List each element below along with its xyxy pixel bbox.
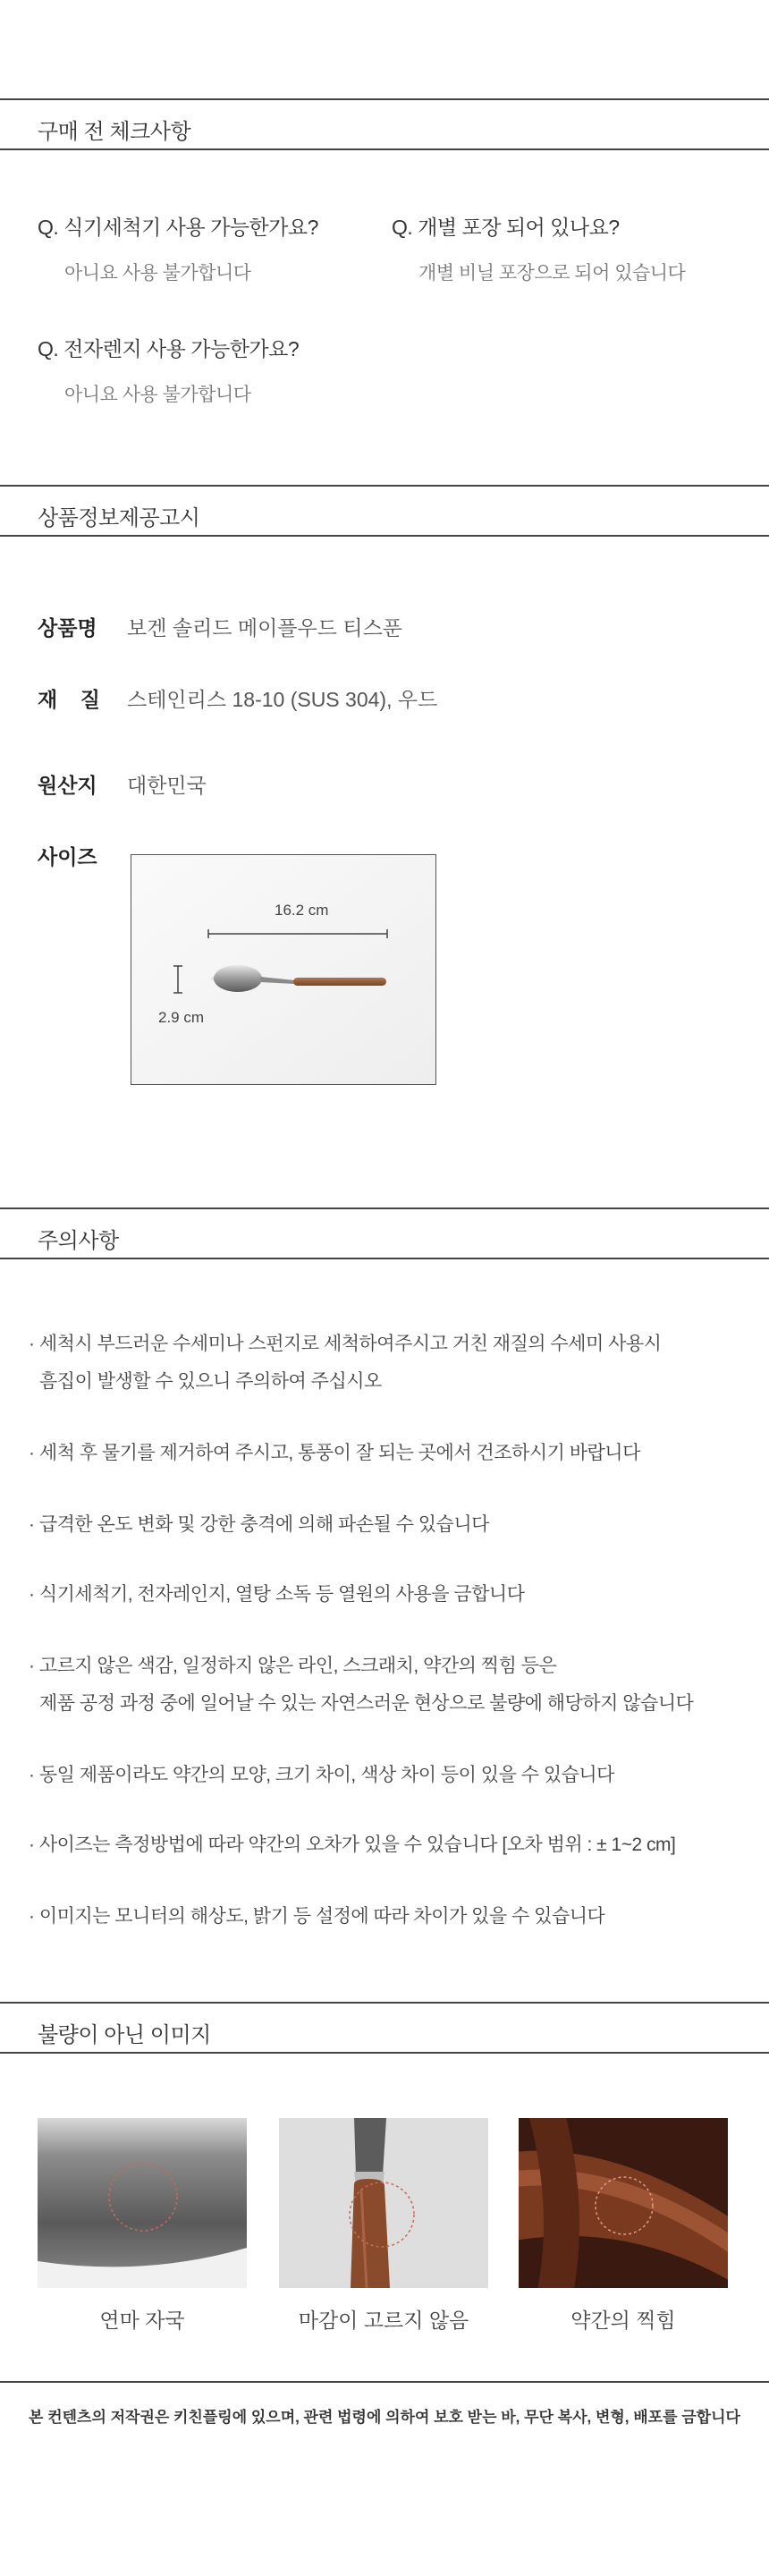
- section-title: 주의사항: [38, 1229, 119, 1253]
- size-diagram: [131, 854, 436, 1085]
- size-length-label: 16.2 cm: [275, 902, 329, 919]
- qa-item-dishwasher: [38, 211, 318, 285]
- polish-mark-image: [38, 2118, 247, 2288]
- caution-item: [29, 1326, 661, 1401]
- caution-line: · 사이즈는 측정방법에 따라 약간의 오차가 있을 수 있습니다 [오차 범위 : ± 1~2 cm]: [29, 1835, 676, 1855]
- answer: 개별 비닐 포장으로 되어 있습니다: [418, 263, 686, 284]
- section-title: 구매 전 체크사항: [38, 120, 191, 144]
- caution-item: [29, 1648, 693, 1723]
- caution-line: · 고르지 않은 색감, 일정하지 않은 라인, 스크래치, 약간의 찍힘 등은: [29, 1656, 557, 1676]
- caution-item: [29, 1435, 640, 1472]
- caption-slight-dent: 약간의 찍힘: [570, 2309, 676, 2332]
- caution-line: 흠집이 발생할 수 있으니 주의하여 주십시오: [39, 1371, 382, 1392]
- spec-label: 재 질: [38, 688, 100, 711]
- qa-item-microwave: [38, 333, 299, 407]
- spec-label: 원산지: [38, 774, 97, 797]
- spec-value: 보겐 솔리드 메이플우드 티스푼: [127, 616, 403, 640]
- caution-item: [29, 1506, 489, 1544]
- caution-item: [29, 1898, 604, 1936]
- caution-line: 제품 공정 과정 중에 일어날 수 있는 자연스러운 현상으로 불량에 해당하지 않습니다: [39, 1693, 694, 1714]
- caution-line: · 급격한 온도 변화 및 강한 충격에 의해 파손될 수 있습니다: [29, 1514, 489, 1535]
- slight-dent-image: [519, 2118, 728, 2288]
- footer-divider: [0, 2381, 769, 2383]
- caution-line: · 이미지는 모니터의 해상도, 밝기 등 설정에 따라 차이가 있을 수 있습니다: [29, 1906, 605, 1927]
- caution-line: · 동일 제품이라도 약간의 모양, 크기 차이, 색상 차이 등이 있을 수 있습니다: [29, 1765, 614, 1785]
- section-header-product-info: [0, 485, 769, 537]
- qa-item-packaging: [392, 211, 685, 285]
- section-header-purchase-check: [0, 98, 769, 150]
- section-title: 상품정보제공고시: [38, 506, 200, 530]
- caption-uneven-finish: 마감이 고르지 않음: [298, 2309, 469, 2332]
- spec-label: 상품명: [38, 616, 97, 640]
- caution-item: [29, 1826, 675, 1864]
- spec-value: 스테인리스 18-10 (SUS 304), 우드: [127, 688, 438, 711]
- spec-label: 사이즈: [38, 845, 97, 869]
- caution-line: · 세척시 부드러운 수세미나 스펀지로 세척하여주시고 거친 재질의 수세미 사용시: [29, 1334, 662, 1354]
- size-width-label: 2.9 cm: [158, 1009, 205, 1026]
- question: Q. 개별 포장 되어 있나요?: [392, 216, 620, 239]
- copyright-notice: 본 컨텐츠의 저작권은 키친플링에 있으며, 관련 법령에 의하여 보호 받는 바, 무단 복사, 변형, 배포를 금합니다: [29, 2409, 740, 2426]
- question: Q. 식기세척기 사용 가능한가요?: [38, 216, 318, 239]
- caution-line: · 세척 후 물기를 제거하여 주시고, 통풍이 잘 되는 곳에서 건조하시기 바랍니다: [29, 1443, 640, 1463]
- question: Q. 전자렌지 사용 가능한가요?: [38, 337, 300, 360]
- caption-polish-mark: 연마 자국: [99, 2309, 185, 2332]
- section-header-not-defect: [0, 2002, 769, 2054]
- section-title: 불량이 아닌 이미지: [38, 2023, 211, 2047]
- uneven-finish-image: [279, 2118, 488, 2288]
- caution-item: [29, 1757, 614, 1794]
- caution-item: [29, 1576, 525, 1614]
- answer: 아니요 사용 불가합니다: [64, 263, 251, 284]
- spec-value: 대한민국: [127, 774, 207, 797]
- caution-line: · 식기세척기, 전자레인지, 열탕 소독 등 열원의 사용을 금합니다: [29, 1584, 525, 1605]
- spoon-diagram: [131, 855, 435, 1084]
- answer: 아니요 사용 불가합니다: [64, 385, 251, 405]
- section-header-caution: [0, 1208, 769, 1259]
